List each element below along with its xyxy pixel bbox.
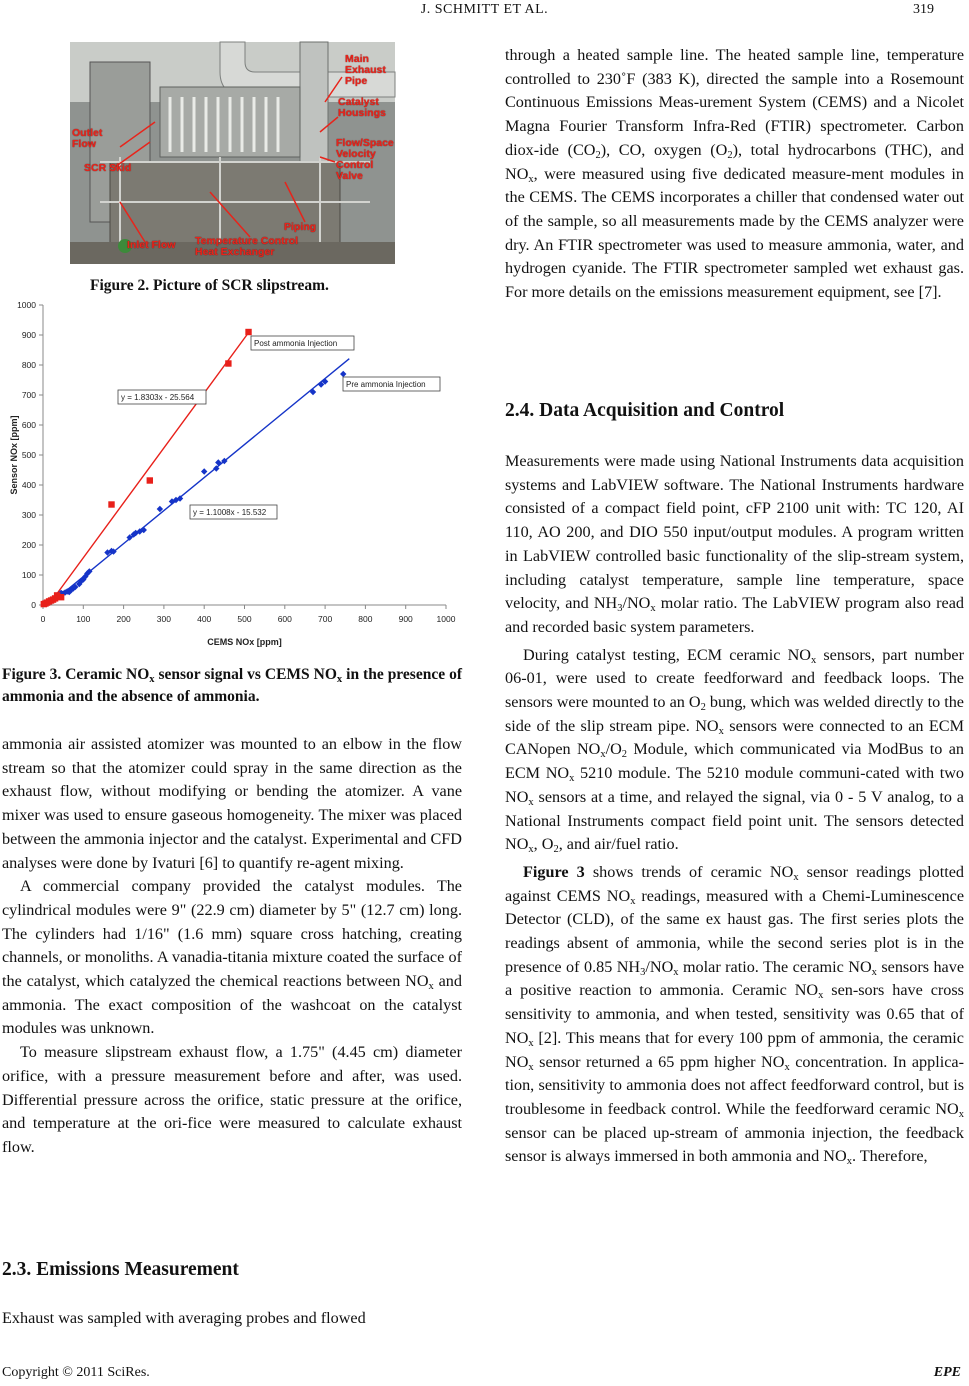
left-column-body <box>2 733 462 1160</box>
chart-svg <box>9 295 456 655</box>
figure-3-reference: Figure 3 <box>523 862 585 881</box>
paragraph: During catalyst testing, ECM ceramic $NO_x$ sensors, part number 06-01, were used to create feedforward and feedback loops. The sensors were mounted to an $O_2$ bung, which was welded directly to the side of the slip stream pipe. $NO_x$ sensors were connected to an ECM CANopen $NO_x/O_2$ Module, which communicated via ModBus to an ECM $NO_x$ 5210 module. The 5210 module communi-cated with two $NO_x$ sensors at a time, and relayed the signal, via 0 - 5 V analog, to a National Instruments compact field point unit. The sensors detected $NO_x$, $O_2$, and air/fuel ratio. <box>505 645 965 856</box>
figure-3-chart <box>9 295 456 655</box>
y-tick-label: 900 <box>21 330 36 340</box>
x-axis-title: CEMS NOx [ppm] <box>207 637 282 647</box>
paragraph: ammonia air assisted atomizer was mounted to an elbow in the flow stream so that the atomizer could spray in the same direction as the exhaust flow, without modifying or bending the atomizer. A vane mixer was used to ensure gaseous homogeneity. The mixer was placed between the ammonia injector and the catalyst. Experimental and CFD analyses were done by Ivaturi [6] to quantify re-agent mixing. <box>2 735 462 872</box>
trend-equation-pre: y = 1.1008x - 15.532 <box>193 508 267 517</box>
paragraph: A commercial company provided the catalyst modules. The cylindrical modules were 9" (22.9 cm) diameter by 5" (12.7 cm) long. The cylinders had 1/16" (1.6 mm) square cross hatching, creating channels, or monoliths. A vanadia-titania mixture coated the surface of the catalyst, which catalyzed the chemical reactions between $NO_x$ and ammonia. The exact composition of the washcoat on the catalyst modules was unknown. <box>2 877 462 1038</box>
x-tick-label: 300 <box>156 614 171 624</box>
trend-equation-post: y = 1.8303x - 25.564 <box>121 393 195 402</box>
figure-3-caption: Figure 3. Ceramic $NO_x$ sensor signal vs CEMS $NO_x$ in the presence of ammonia and the absence of ammonia. <box>2 666 462 705</box>
y-tick-label: 700 <box>21 390 36 400</box>
footer-copyright: Copyright © 2011 SciRes. <box>2 1365 150 1380</box>
y-tick-label: 1000 <box>17 300 36 310</box>
data-point-post <box>108 501 114 507</box>
x-tick-label: 600 <box>277 614 292 624</box>
data-point-post <box>225 360 231 366</box>
data-point-pre <box>201 468 207 474</box>
label-outlet-flow: Outlet Flow <box>72 127 103 150</box>
legend-label-post: Post ammonia Injection <box>254 339 338 348</box>
paragraph: To measure slipstream exhaust flow, a 1.75" (4.45 cm) diameter orifice, with a pressure measurement before and after, was used. Differential pressure across the orifice, static pressure at the orifice, and temperature at the ori-fice were measured to calculate exhaust flow. <box>2 1043 462 1156</box>
x-tick-label: 500 <box>237 614 252 624</box>
x-tick-label: 0 <box>40 614 46 624</box>
paragraph: Figure 3 shows trends of ceramic $NO_x$ sensor readings plotted against CEMS $NO_x$ readings, measured with a Chemi-Luminescence Detector (CLD), of the same ex haust gas. The first series plots the readings absent of ammonia, while the second series plot is in the presence of 0.85 $NH_3/NO_x$ molar ratio. The ceramic $NO_x$ sensors have a positive reaction to ammonia. Ceramic $NO_x$ sen-sors have cross sensitivity to ammonia, and when tested, sensitivity was 0.65 that of $NO_x$ [2]. This means that for every 100 ppm of ammonia, the ceramic $NO_x$ sensor returned a 65 ppm higher $NO_x$ concentration. In applica-tion, sensitivity to ammonia does not affect feedforward control, but is troublesome in feedback control. While the feedforward ceramic $NO_x$ sensor can be placed up-stream of ammonia injection, the feedback sensor is always immersed in both ammonia and $NO_x$. Therefore, <box>505 862 964 1168</box>
legend-label-pre: Pre ammonia Injection <box>346 380 426 389</box>
y-tick-label: 400 <box>21 480 36 490</box>
right-column-body-1 <box>505 44 964 305</box>
label-flow-control-valve: Flow/Space Velocity Control Valve <box>336 137 394 182</box>
x-tick-label: 800 <box>358 614 373 624</box>
running-title: J. SCHMITT ET AL. <box>420 2 549 17</box>
label-heat-exchanger: Temperature Control Heat Exchanger <box>195 235 299 258</box>
footer-journal: EPE <box>933 1365 961 1380</box>
page-number: 319 <box>913 2 934 17</box>
y-tick-label: 0 <box>31 600 36 610</box>
paragraph: Exhaust was sampled with averaging probes and flowed <box>2 1309 366 1327</box>
section-heading-2-3: 2.3. Emissions Measurement <box>2 1259 239 1280</box>
y-tick-label: 600 <box>21 420 36 430</box>
x-tick-label: 700 <box>318 614 333 624</box>
paragraph: through a heated sample line. The heated sample line, temperature controlled to 230˚F (383 K), directed the sample into a Rosemount Continuous Emissions Meas-urement System (CEMS) and a Nicolet Magna Fourier Transform Infra-Red (FTIR) spectrometer. Carbon diox-ide $(CO_2)$, CO, oxygen $(O_2)$, total hydrocarbons (THC), and $NO_x$, were measured using five dedicated measure-ment modules in the CEMS. The CEMS incorporates a chiller that condensed water out of the sample, so all measurements made by the CEMS analyzer were dry. An FTIR spectrometer was used to measure ammonia, water, and hydrogen cyanide. The FTIR spectrometer sampled wet exhaust gas. For more details on the emissions measurement equipment, see [7]. <box>505 46 964 302</box>
data-point-post <box>245 329 251 335</box>
y-tick-label: 800 <box>21 360 36 370</box>
y-tick-label: 200 <box>21 540 36 550</box>
x-tick-label: 100 <box>76 614 91 624</box>
label-scr-skid: SCR Skid <box>84 162 132 174</box>
label-inlet-flow: Inlet Flow <box>127 239 176 251</box>
label-catalyst-housings: Catalyst Housings <box>338 96 386 119</box>
figure-2-photo <box>70 42 395 264</box>
y-axis-title: Sensor NOx [ppm] <box>9 415 19 495</box>
section-heading-2-4: 2.4. Data Acquisition and Control <box>505 400 785 421</box>
x-tick-label: 1000 <box>436 614 456 624</box>
x-tick-label: 900 <box>398 614 413 624</box>
y-tick-label: 300 <box>21 510 36 520</box>
data-point-post <box>147 477 153 483</box>
x-tick-label: 400 <box>197 614 212 624</box>
label-piping: Piping <box>284 221 317 233</box>
y-tick-label: 500 <box>21 450 36 460</box>
data-point-pre <box>340 371 346 377</box>
label-main-exhaust-pipe: Main Exhaust Pipe <box>345 53 386 87</box>
x-tick-label: 200 <box>116 614 131 624</box>
data-point-post <box>58 594 64 600</box>
figure-2-caption: Figure 2. Picture of SCR slipstream. <box>90 277 329 294</box>
page-header <box>0 2 969 26</box>
right-column-body-2 <box>505 450 964 1169</box>
y-tick-label: 100 <box>21 570 36 580</box>
left-column-tail <box>2 1307 462 1331</box>
paragraph: Measurements were made using National Instruments data acquisition systems and LabVIEW software. The National Instruments hardware consisted of a compact field point, cFP 2100 unit with: TC 120, AI 110, AO 200, and DIO 550 input/output modules. A program written in LabVIEW controlled basic functionality of the slip-stream system, including catalyst temperature, sample line temperature, space velocity, and $NH_3/NO_x$ molar ratio. The LabVIEW program also read and recorded basic system parameters. <box>505 452 965 636</box>
